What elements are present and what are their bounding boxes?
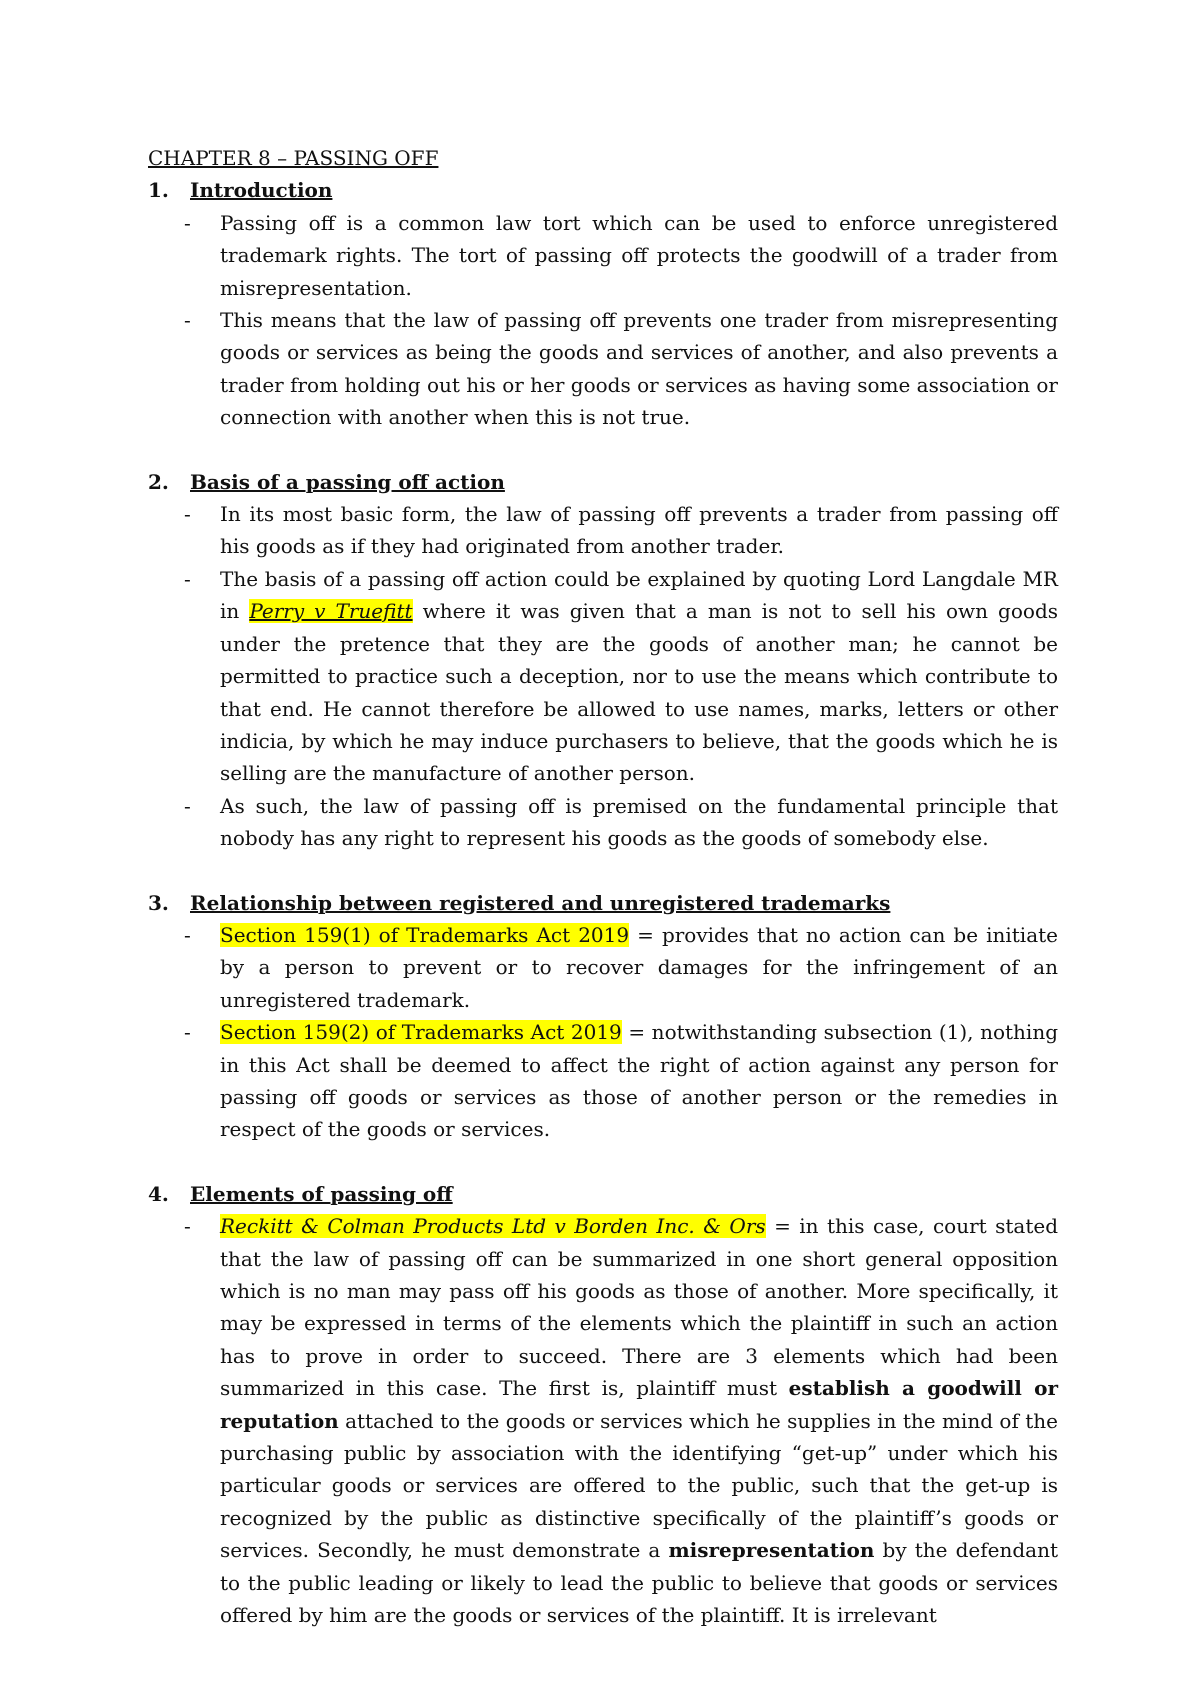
section-heading: [148, 887, 1058, 919]
bullet-text-part: attached to the goods or services which he supplies in the mind of the purchasing public by association with the identifying “get-up” under which his particular goods or services are offered to the public, such that the get-up is recognized by the public as distinctive specifically of the plaintiff’s goods or services. Secondly, he must demonstrate a: [220, 1408, 1058, 1563]
section-number: 3.: [148, 890, 169, 915]
dash-bullet: -: [184, 1020, 191, 1045]
bullet-list: [148, 919, 1058, 1146]
bullet-text-after: where it was given that a man is not to sell his own goods under the pretence that they are the goods of another man; he cannot be permitted to practice such a deception, nor to use the means which contribute to that end. He cannot therefore be allowed to use names, marks, letters or other indicia, by which he may induce purchasers to believe, that the goods which he is selling are the manufacture of another person.: [220, 599, 1059, 786]
section-title: Elements of passing off: [190, 1181, 453, 1206]
bullet-item: [148, 919, 1058, 1016]
section-title: Basis of a passing off action: [190, 469, 505, 494]
bullet-item: [148, 304, 1058, 434]
bullet-item: [148, 563, 1058, 790]
section-title: Introduction: [190, 178, 333, 203]
bullet-item: [148, 207, 1058, 304]
case-citation-reckitt: Reckitt & Colman Products Ltd v Borden Inc. & Ors: [220, 1214, 766, 1239]
section-relationship: [148, 887, 1058, 1146]
bullet-text-after: = provides that no action can be initiate by a person to prevent or to recover damages for the infringement of an unregistered trademark.: [220, 922, 1059, 1012]
bullet-item: [148, 498, 1058, 563]
case-citation-perry-v-truefitt: Perry v Truefitt: [249, 599, 413, 624]
dash-bullet: -: [184, 566, 191, 591]
statute-reference: Section 159(1) of Trademarks Act 2019: [220, 922, 630, 947]
chapter-title: CHAPTER 8 – PASSING OFF: [148, 146, 439, 170]
section-title: Relationship between registered and unregistered trademarks: [190, 890, 891, 915]
section-introduction: [148, 174, 1058, 433]
section-heading: [148, 1178, 1058, 1210]
bullet-item: [148, 790, 1058, 855]
bullet-list: [148, 1210, 1058, 1631]
section-heading: [148, 174, 1058, 206]
bullet-item: [148, 1016, 1058, 1146]
bullet-text: This means that the law of passing off prevents one trader from misrepresenting goods or services as being the goods and services of another, and also prevents a trader from holding out his or her goods or services as having some association or connection with another when this is not true.: [220, 308, 1058, 430]
bullet-list: [148, 207, 1058, 434]
dash-bullet: -: [184, 1214, 191, 1239]
dash-bullet: -: [184, 308, 191, 333]
bullet-text-part: = in this case, court stated that the law of passing off can be summarized in one short general opposition which is no man may pass off his goods as those of another. More specifically, it may be expressed in terms of the elements which the plaintiff in such an action has to prove in order to succeed. There are 3 elements which had been summarized in this case. The first is, plaintiff must: [220, 1214, 1059, 1401]
section-number: 4.: [148, 1181, 169, 1206]
bold-term-misrepresentation: misrepresentation: [668, 1538, 875, 1563]
section-heading: [148, 466, 1058, 498]
section-number: 2.: [148, 469, 169, 494]
bullet-text-before: The basis of a passing off action could be explained by quoting Lord Langdale MR in: [220, 566, 1058, 624]
bullet-text: In its most basic form, the law of passing off prevents a trader from passing off his goods as if they had originated from another trader.: [220, 502, 1058, 559]
bullet-text: Passing off is a common law tort which can be used to enforce unregistered trademark rights. The tort of passing off protects the goodwill of a trader from misrepresentation.: [220, 210, 1058, 300]
dash-bullet: -: [184, 922, 191, 947]
bullet-text-after: = notwithstanding subsection (1), nothing in this Act shall be deemed to affect the right of action against any person for passing off goods or services as those of another person or the remedies in respect of the goods or services.: [220, 1020, 1058, 1142]
section-number: 1.: [148, 178, 169, 203]
dash-bullet: -: [184, 502, 191, 527]
bullet-text-part: by the defendant to the public leading or likely to lead the public to believe that goods or services offered by him are the goods or services of the plaintiff. It is irrelevant: [220, 1538, 1058, 1628]
dash-bullet: -: [184, 793, 191, 818]
bullet-list: [148, 498, 1058, 854]
section-basis: [148, 466, 1058, 855]
statute-reference: Section 159(2) of Trademarks Act 2019: [220, 1020, 622, 1045]
bullet-item: [148, 1210, 1058, 1631]
bold-term-goodwill: establish a goodwill or reputation: [220, 1376, 1059, 1433]
bullet-text: As such, the law of passing off is premised on the fundamental principle that nobody has any right to represent his goods as the goods of somebody else.: [220, 793, 1058, 851]
dash-bullet: -: [184, 210, 191, 235]
section-elements: [148, 1178, 1058, 1632]
